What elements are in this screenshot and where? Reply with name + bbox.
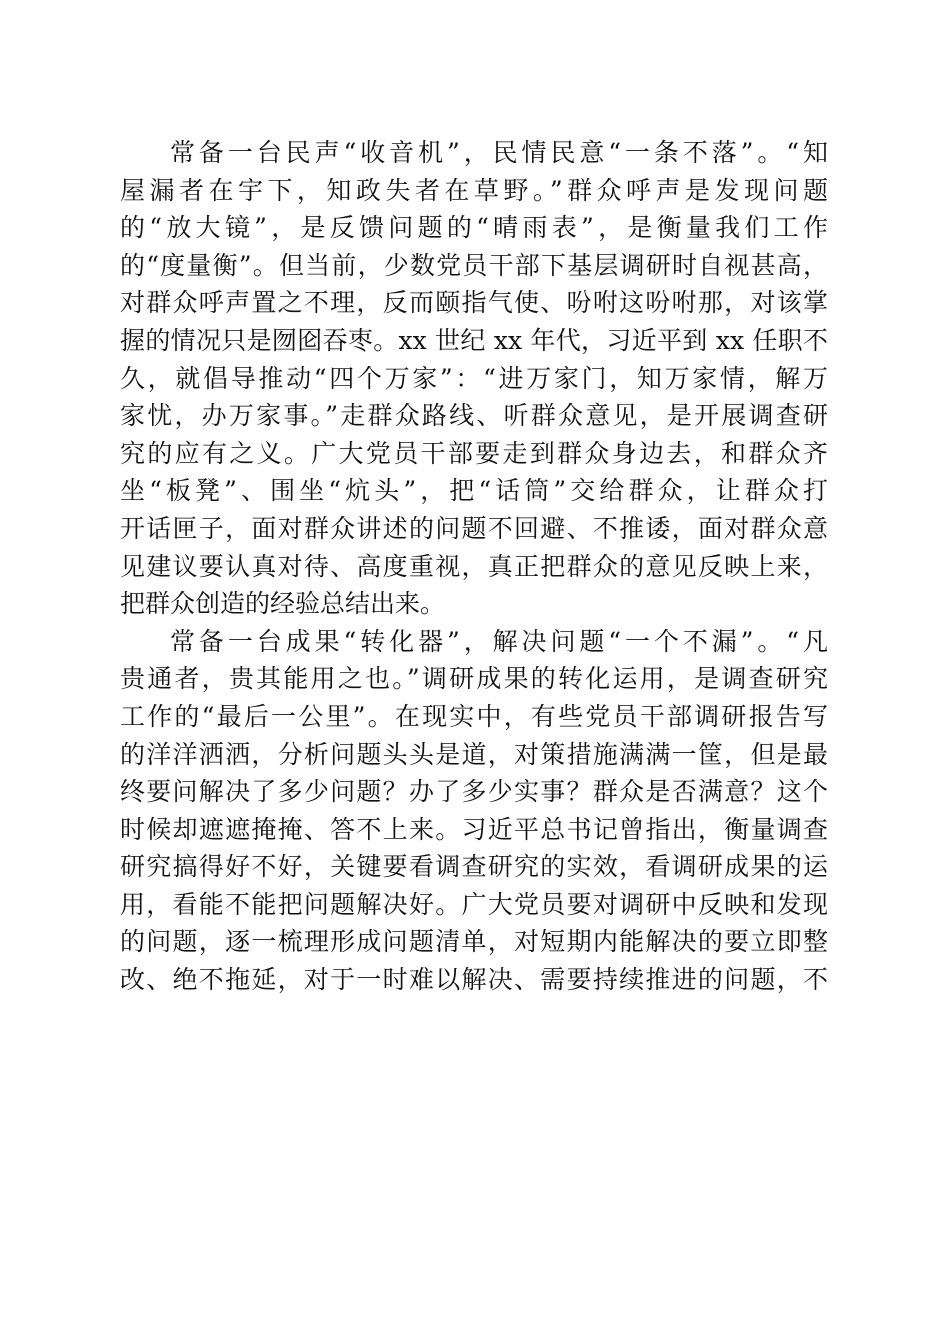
- text-line: 时候却遮遮掩掩、答不上来。习近平总书记曾指出，衡量调查: [120, 814, 828, 844]
- text-line: 握的情况只是囫囵吞枣。xx 世纪 xx 年代，习近平到 xx 任职不: [120, 325, 828, 355]
- document-body: [120, 134, 828, 999]
- text-line: 工作的“最后一公里”。在现实中，有些党员干部调研报告写: [120, 701, 828, 731]
- text-line: 久，就倡导推动“四个万家”：“进万家门，知万家情，解万: [120, 363, 828, 393]
- text-line: 的问题，逐一梳理形成问题清单，对短期内能解决的要立即整: [120, 927, 828, 957]
- paragraph-results-conversion: [120, 623, 828, 999]
- text-line: 常备一台成果“转化器”，解决问题“一个不漏”。“凡: [170, 626, 828, 656]
- text-line: 对群众呼声置之不理，反而颐指气使、吩咐这吩咐那，对该掌: [120, 288, 828, 318]
- text-line: 坐“板凳”、围坐“炕头”，把“话筒”交给群众，让群众打: [120, 476, 828, 506]
- text-line: 常备一台民声“收音机”，民情民意“一条不落”。“知: [170, 138, 828, 167]
- text-line: 屋漏者在宇下，知政失者在草野。”群众呼声是发现问题: [120, 175, 828, 205]
- text-line: 把群众创造的经验总结出来。: [120, 589, 446, 619]
- text-line: 终要问解决了多少问题？办了多少实事？群众是否满意？这个: [120, 777, 828, 807]
- text-line: 贵通者，贵其能用之也。”调研成果的转化运用，是调查研究: [120, 664, 828, 694]
- text-line: 见建议要认真对待、高度重视，真正把群众的意见反映上来，: [120, 551, 828, 581]
- paragraph-people-voice: [120, 134, 828, 623]
- text-line: 改、绝不拖延，对于一时难以解决、需要持续推进的问题，不: [120, 965, 828, 995]
- text-line: 开话匣子，面对群众讲述的问题不回避、不推诿，面对群众意: [120, 513, 828, 543]
- text-line: 用，看能不能把问题解决好。广大党员要对调研中反映和发现: [120, 889, 828, 919]
- text-line: 的“度量衡”。但当前，少数党员干部下基层调研时自视甚高，: [120, 250, 828, 280]
- text-line: 家忧，办万家事。”走群众路线、听群众意见，是开展调查研: [120, 401, 828, 431]
- text-line: 究的应有之义。广大党员干部要走到群众身边去，和群众齐: [120, 438, 828, 468]
- text-line: 的洋洋洒洒，分析问题头头是道，对策措施满满一筐，但是最: [120, 739, 828, 769]
- text-line: 研究搞得好不好，关键要看调查研究的实效，看调研成果的运: [120, 852, 828, 882]
- text-line: 的“放大镜”，是反馈问题的“晴雨表”，是衡量我们工作: [120, 213, 828, 243]
